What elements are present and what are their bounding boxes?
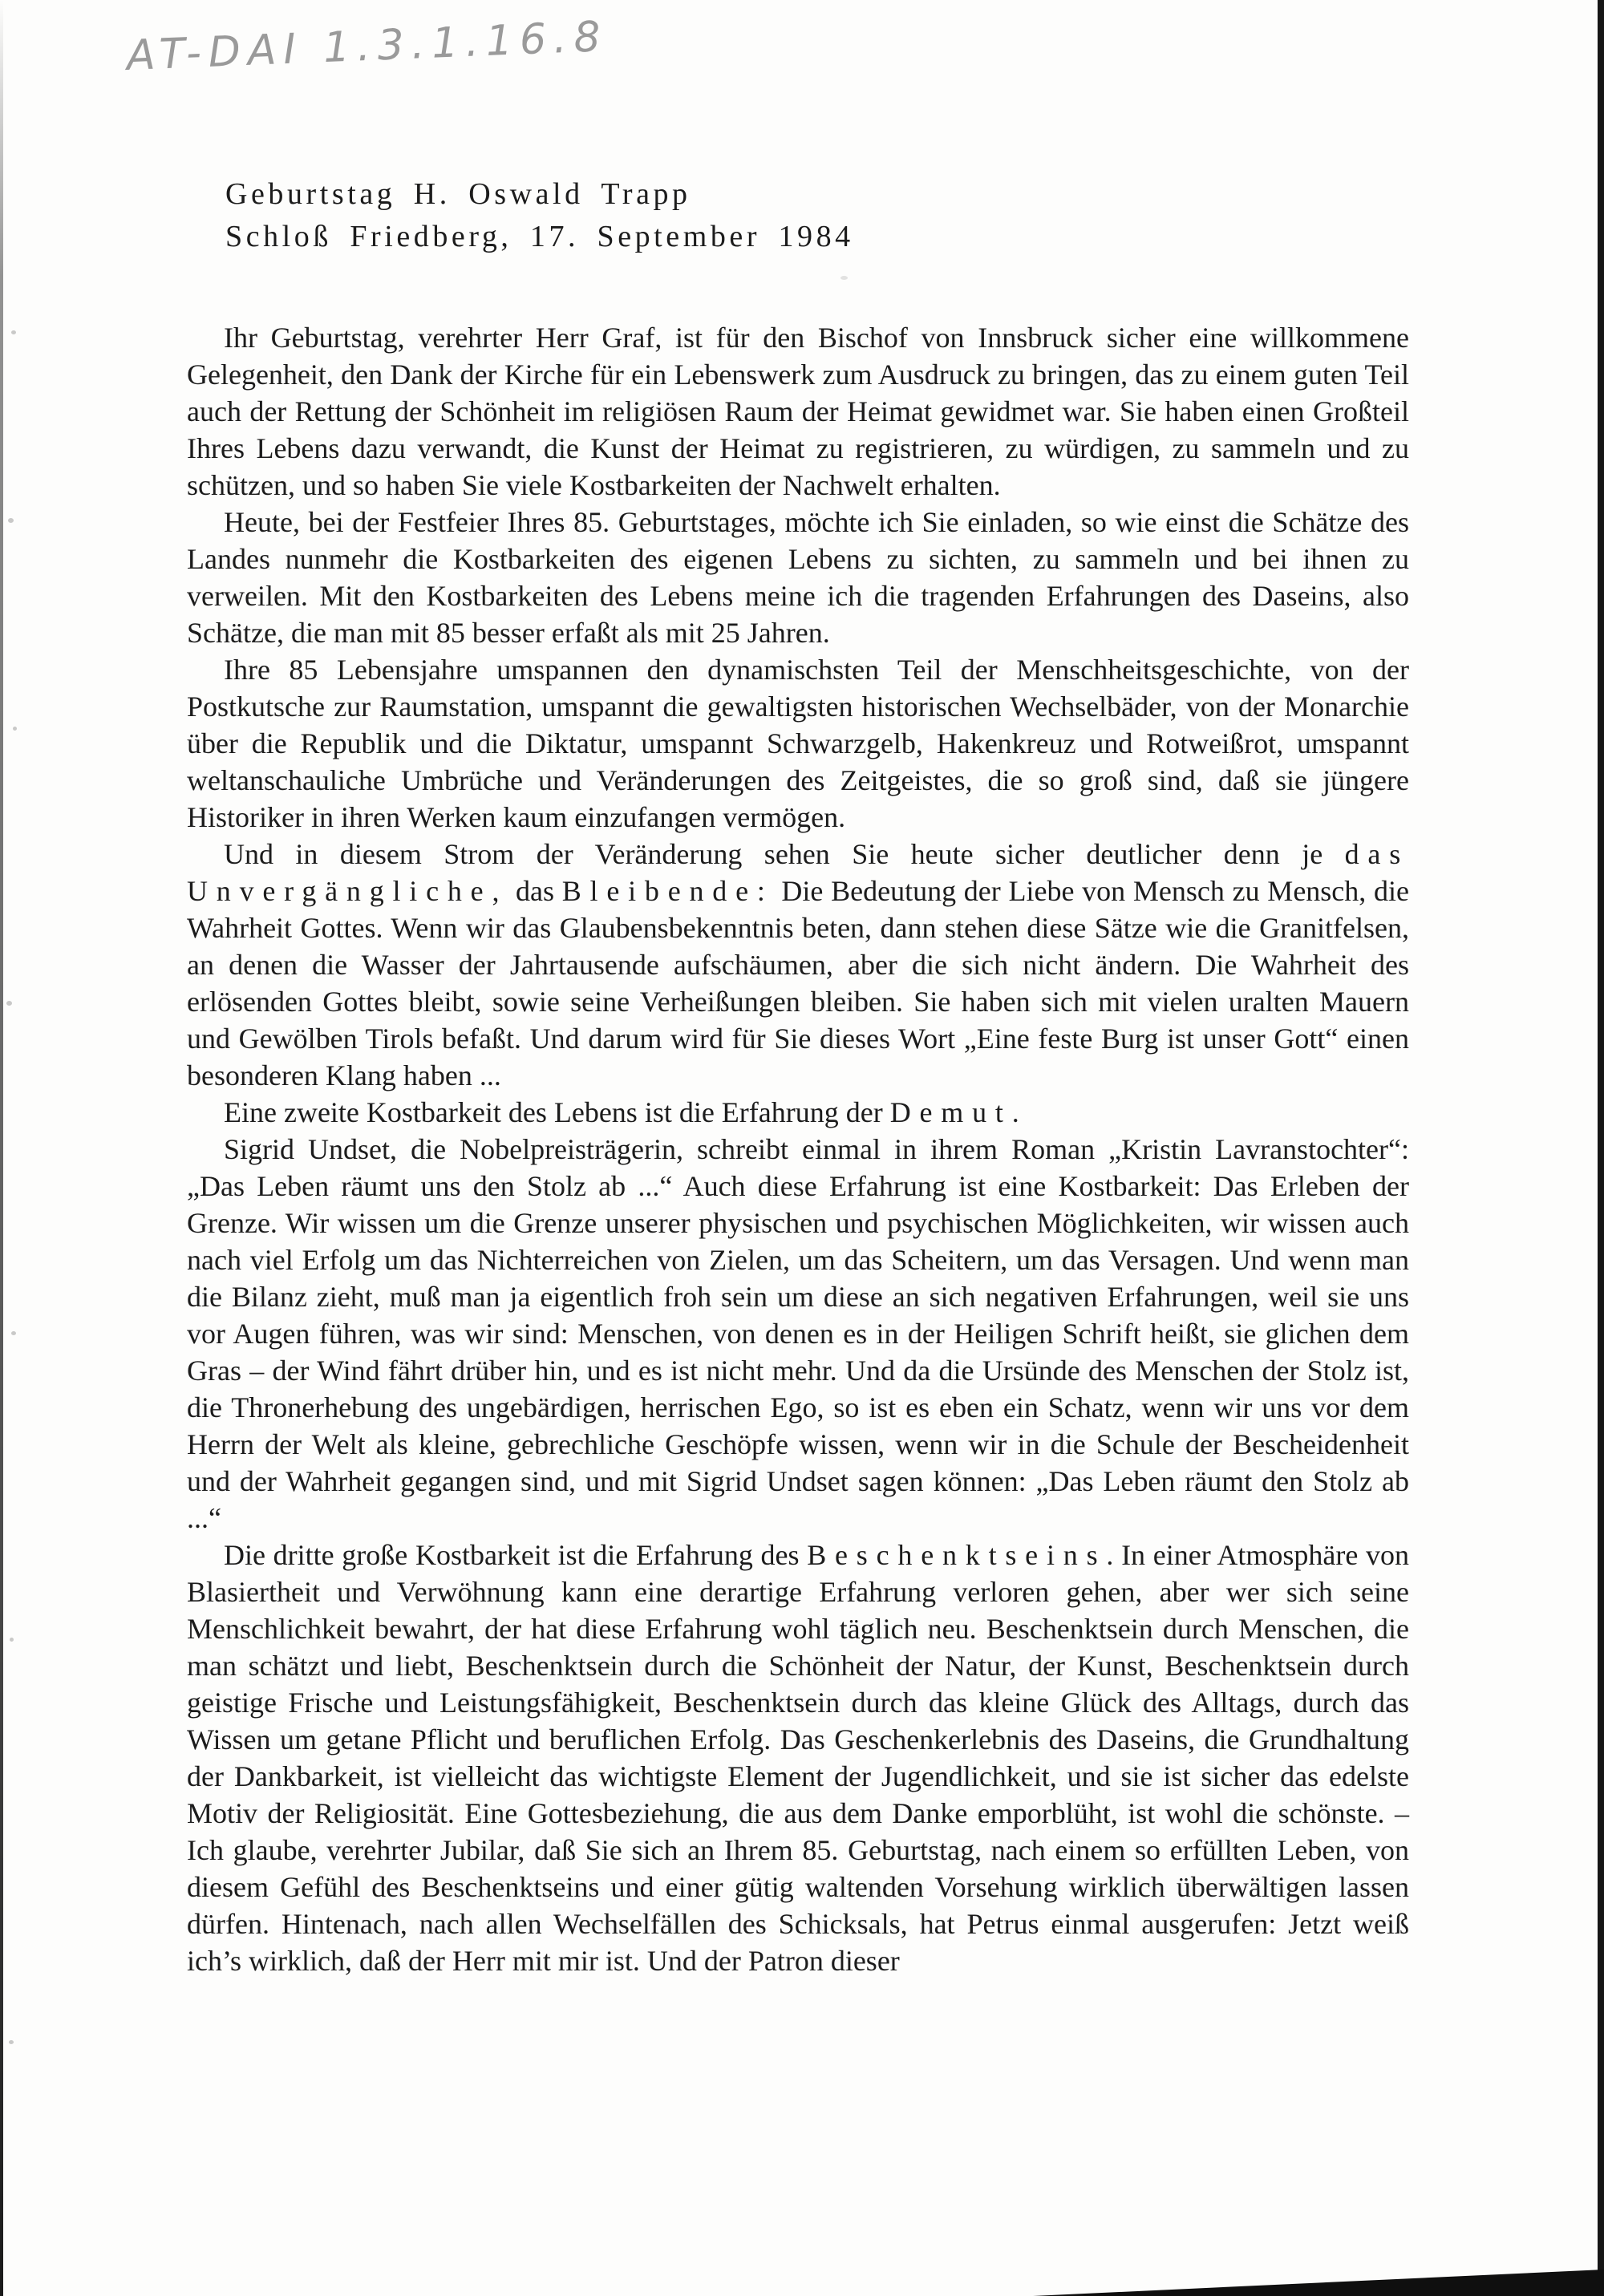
document-title: [225, 173, 854, 258]
emphasized-spaced-text: das Unvergängliche,: [187, 838, 1409, 907]
paragraph: [187, 651, 1409, 836]
paragraph: [187, 1131, 1409, 1537]
body-text-segment: Sigrid Undset, die Nobelpreisträgerin, schreibt einmal in ihrem Roman „Kristin Lavranstochter“: „Das Leben räumt uns den Stolz ab ...“ Auch diese Erfahrung ist eine Kostbarkeit: Das Erleben der Grenze. Wir wissen um die Grenze unserer physischen und psychischen Möglichkeiten, wir wissen auch nach viel Erfolg um das Nichterreichen von Zielen, um das Scheitern, um das Versagen. Und wenn man die Bilanz zieht, muß man ja eigentlich froh sein um diese an sich negativen Erfahrungen, weil sie uns vor Augen führen, was wir sind: Menschen, von denen es in der Heiligen Schrift heißt, sie glichen dem Gras – der Wind fährt drüber hin, und es ist nicht mehr. Und da die Ursünde des Menschen der Stolz ist, die Thronerhebung des ungebärdigen, herrischen Ego, so ist es eben ein Schatz, wenn wir uns vor dem Herrn der Welt als kleine, gebrechliche Geschöpfe wissen, wenn wir in die Schule der Bescheidenheit und der Wahrheit gegangen sind, und mit Sigrid Undset sagen können: „Das Leben räumt den Stolz ab ...“: [187, 1133, 1409, 1534]
body-text-segment: Und in diesem Strom der Veränderung sehen Sie heute sicher deutlicher denn je: [224, 838, 1345, 870]
document-body: [187, 319, 1409, 1979]
scan-speck: [11, 1331, 16, 1335]
paragraph: [187, 836, 1409, 1094]
body-text-segment: Ihre 85 Lebensjahre umspannen den dynamischsten Teil der Menschheitsgeschichte, von der Postkutsche zur Raumstation, umspannt die gewaltigsten historischen Wechselbäder, von der Monarchie über die Republik und die Diktatur, umspannt Schwarzgelb, Hakenkreuz und Rotweißrot, umspannt weltanschauliche Umbrüche und Veränderungen des Zeitgeistes, die so groß sind, daß sie jüngere Historiker in ihren Werken kaum einzufangen vermögen.: [187, 654, 1409, 833]
scan-edge-right: [1598, 0, 1604, 2296]
body-text-segment: das: [508, 875, 562, 907]
body-text-segment: Die Bedeutung der Liebe von Mensch zu Mensch, die Wahrheit Gottes. Wenn wir das Glaubensbekenntnis beten, dann stehen diese Sätze wie die Granitfelsen, an denen die Wasser der Jahrtausende aufschäumen, aber die sich nicht ändern. Die Wahrheit des erlösenden Gottes bleibt, sowie seine Verheißungen bleiben. Sie haben sich mit vielen uralten Mauern und Gewölben Tirols befaßt. Und darum wird für Sie dieses Wort „Eine feste Burg ist unser Gott“ einen besonderen Klang haben ...: [187, 875, 1409, 1091]
scan-speck: [11, 330, 16, 334]
body-text-segment: .: [1011, 1096, 1019, 1128]
scan-speck: [9, 2040, 14, 2044]
scan-speck: [10, 1638, 14, 1642]
archive-code-handwriting: AT-DAI 1.3.1.16.8: [125, 12, 609, 80]
body-text-segment: Eine zweite Kostbarkeit des Lebens ist die Erfahrung der: [224, 1096, 890, 1128]
emphasized-spaced-text: Bleibende:: [561, 875, 774, 907]
body-text-segment: . In einer Atmosphäre von Blasiertheit und Verwöhnung kann eine derartige Erfahrung verloren gehen, aber wer sich seine Menschlichkeit bewahrt, der hat diese Erfahrung wohl täglich neu. Beschenktsein durch Menschen, die man schätzt und liebt, Beschenktsein durch die Schönheit der Natur, der Kunst, Beschenktsein durch geistige Frische und Leistungsfähigkeit, Beschenktsein durch das kleine Glück des Alltags, durch das Wissen um getane Pflicht und beruflichen Erfolg. Das Geschenkerlebnis des Daseins, die Grundhaltung der Dankbarkeit, ist vielleicht das wichtigste Element der Jugendlichkeit, und sie ist sicher das edelste Motiv der Religiosität. Eine Gottesbeziehung, die aus dem Danke emporblüht, ist wohl die schönste. – Ich glaube, verehrter Jubilar, daß Sie sich an Ihrem 85. Geburtstag, nach einem so erfüllten Leben, von diesem Gefühl des Beschenktseins und einer gütig waltenden Vorsehung wirklich überwältigen lassen dürfen. Hintenach, nach allen Wechselfällen des Schicksals, hat Petrus einmal ausgerufen: Jetzt weiß ich’s wirklich, daß der Herr mit mir ist. Und der Patron dieser: [187, 1539, 1410, 1977]
scan-speck: [8, 518, 14, 523]
scan-edge-left: [0, 0, 3, 2296]
body-text-segment: Ihr Geburtstag, verehrter Herr Graf, ist für den Bischof von Innsbruck sicher eine willkommene Gelegenheit, den Dank der Kirche für ein Lebenswerk zum Ausdruck zu bringen, das zu einem guten Teil auch der Rettung der Schönheit im religiösen Raum der Heimat gewidmet war. Sie haben einen Großteil Ihres Lebens dazu verwandt, die Kunst der Heimat zu registrieren, zu würdigen, zu sammeln und zu schützen, und so haben Sie viele Kostbarkeiten der Nachwelt erhalten.: [187, 322, 1409, 501]
paragraph: [187, 1537, 1409, 1979]
emphasized-spaced-text: Beschenktseins: [807, 1539, 1107, 1571]
scan-speck: [840, 276, 848, 280]
scan-speck: [6, 1001, 12, 1006]
body-text-segment: Heute, bei der Festfeier Ihres 85. Geburtstages, möchte ich Sie einladen, so wie einst die Schätze des Landes nunmehr die Kostbarkeiten des eigenen Lebens zu sichten, zu sammeln und bei ihnen zu verweilen. Mit den Kostbarkeiten des Lebens meine ich die tragenden Erfahrungen des Daseins, also Schätze, die man mit 85 besser erfaßt als mit 25 Jahren.: [187, 506, 1409, 649]
scan-speck: [13, 727, 17, 731]
title-line-2: Schloß Friedberg, 17. September 1984: [225, 220, 854, 253]
paragraph: [187, 504, 1409, 651]
body-text-segment: Die dritte große Kostbarkeit ist die Erfahrung des: [224, 1539, 808, 1571]
title-line-1: Geburtstag H. Oswald Trapp: [225, 177, 691, 211]
paragraph: [187, 1094, 1409, 1131]
scan-corner-wedge: [1033, 2270, 1604, 2296]
paragraph: [187, 319, 1409, 504]
emphasized-spaced-text: Demut: [889, 1096, 1012, 1128]
